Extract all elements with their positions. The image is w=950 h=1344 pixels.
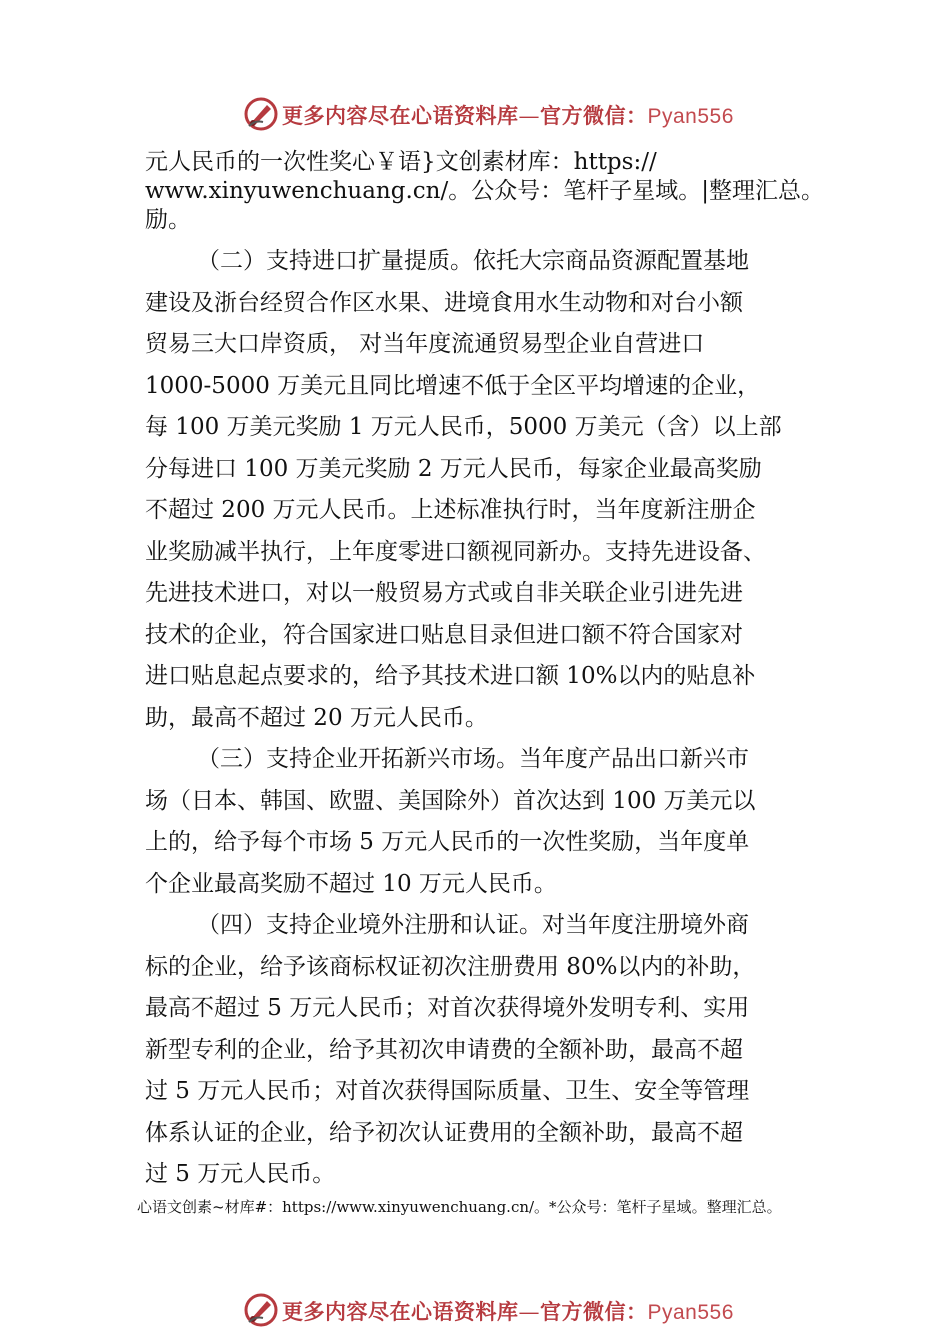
footer-banner — [0, 1290, 950, 1330]
header-banner — [0, 94, 950, 134]
text-line: （二）支持进口扩量提质。依托大宗商品资源配置基地 — [197, 248, 749, 274]
text-line: 分每进口 100 万美元奖励 2 万元人民币，每家企业最高奖励 — [145, 455, 762, 482]
text-line: 1000-5000 万美元且同比增速不低于全区平均增速的企业， — [145, 372, 761, 399]
text-line: 体系认证的企业，给予初次认证费用的全额补助，最高不超 — [145, 1119, 743, 1146]
text-line: 进口贴息起点要求的，给予其技术进口额 10%以内的贴息补 — [145, 663, 756, 689]
text-line: 标的企业，给予该商标权证初次注册费用 80%以内的补助， — [145, 953, 756, 980]
text-line: 业奖励减半执行，上年度零进口额视同新办。支持先进设备、 — [145, 538, 766, 565]
text-line: 每 100 万美元奖励 1 万元人民币，5000 万美元（含）以上部 — [145, 414, 782, 440]
text-line: 个企业最高奖励不超过 10 万元人民币。 — [145, 870, 557, 897]
banner-text: 更多内容尽在心语资料库—官方微信：Pyan556 — [282, 103, 734, 128]
document-body — [145, 148, 845, 1196]
pen-nib-seal-icon — [243, 1292, 279, 1328]
text-line: 先进技术进口，对以一般贸易方式或自非关联企业引进先进 — [145, 580, 743, 606]
watermark-line: 元人民币的一次性奖心￥语}文创素材库：https:// — [145, 149, 657, 175]
text-line: （三）支持企业开拓新兴市场。当年度产品出口新兴市 — [197, 746, 749, 772]
text-line: 建设及浙台经贸合作区水果、进境食用水生动物和对台小额 — [145, 289, 743, 316]
text-line: 上的，给予每个市场 5 万元人民币的一次性奖励，当年度单 — [145, 829, 750, 855]
text-line: 技术的企业，符合国家进口贴息目录但进口额不符合国家对 — [145, 621, 743, 648]
text-line: 最高不超过 5 万元人民币；对首次获得境外发明专利、实用 — [145, 995, 750, 1021]
text-line: 贸易三大口岸资质， 对当年度流通贸易型企业自营进口 — [145, 331, 705, 357]
wechat-id: Pyan556 — [647, 105, 734, 128]
watermark-line: 励。 — [145, 207, 191, 233]
wechat-id: Pyan556 — [647, 1301, 734, 1324]
text-line: 场（日本、韩国、欧盟、美国除外）首次达到 100 万美元以 — [145, 787, 756, 814]
text-line: 不超过 200 万元人民币。上述标准执行时，当年度新注册企 — [145, 497, 756, 523]
footer-watermark: 心语文创素~材库#：https://www.xinyuwenchuang.cn/。*公众号：笔杆子星域。整理汇总。 — [137, 1198, 782, 1216]
text-line: 新型专利的企业，给予其初次申请费的全额补助，最高不超 — [145, 1036, 743, 1063]
banner-text: 更多内容尽在心语资料库—官方微信：Pyan556 — [282, 1299, 734, 1324]
text-line: 过 5 万元人民币。 — [145, 1161, 336, 1187]
paragraph-overseas-registration — [145, 905, 845, 1196]
paragraph-new-markets — [145, 739, 845, 905]
text-line: 过 5 万元人民币；对首次获得国际质量、卫生、安全等管理 — [145, 1078, 750, 1104]
text-line: 助，最高不超过 20 万元人民币。 — [145, 704, 488, 731]
watermark-line: www.xinyuwenchuang.cn/。公众号：笔杆子星域。|整理汇总。 — [145, 178, 824, 204]
text-line: （四）支持企业境外注册和认证。对当年度注册境外商 — [197, 912, 749, 938]
pen-nib-seal-icon — [243, 96, 279, 132]
paragraph-import — [145, 241, 845, 739]
